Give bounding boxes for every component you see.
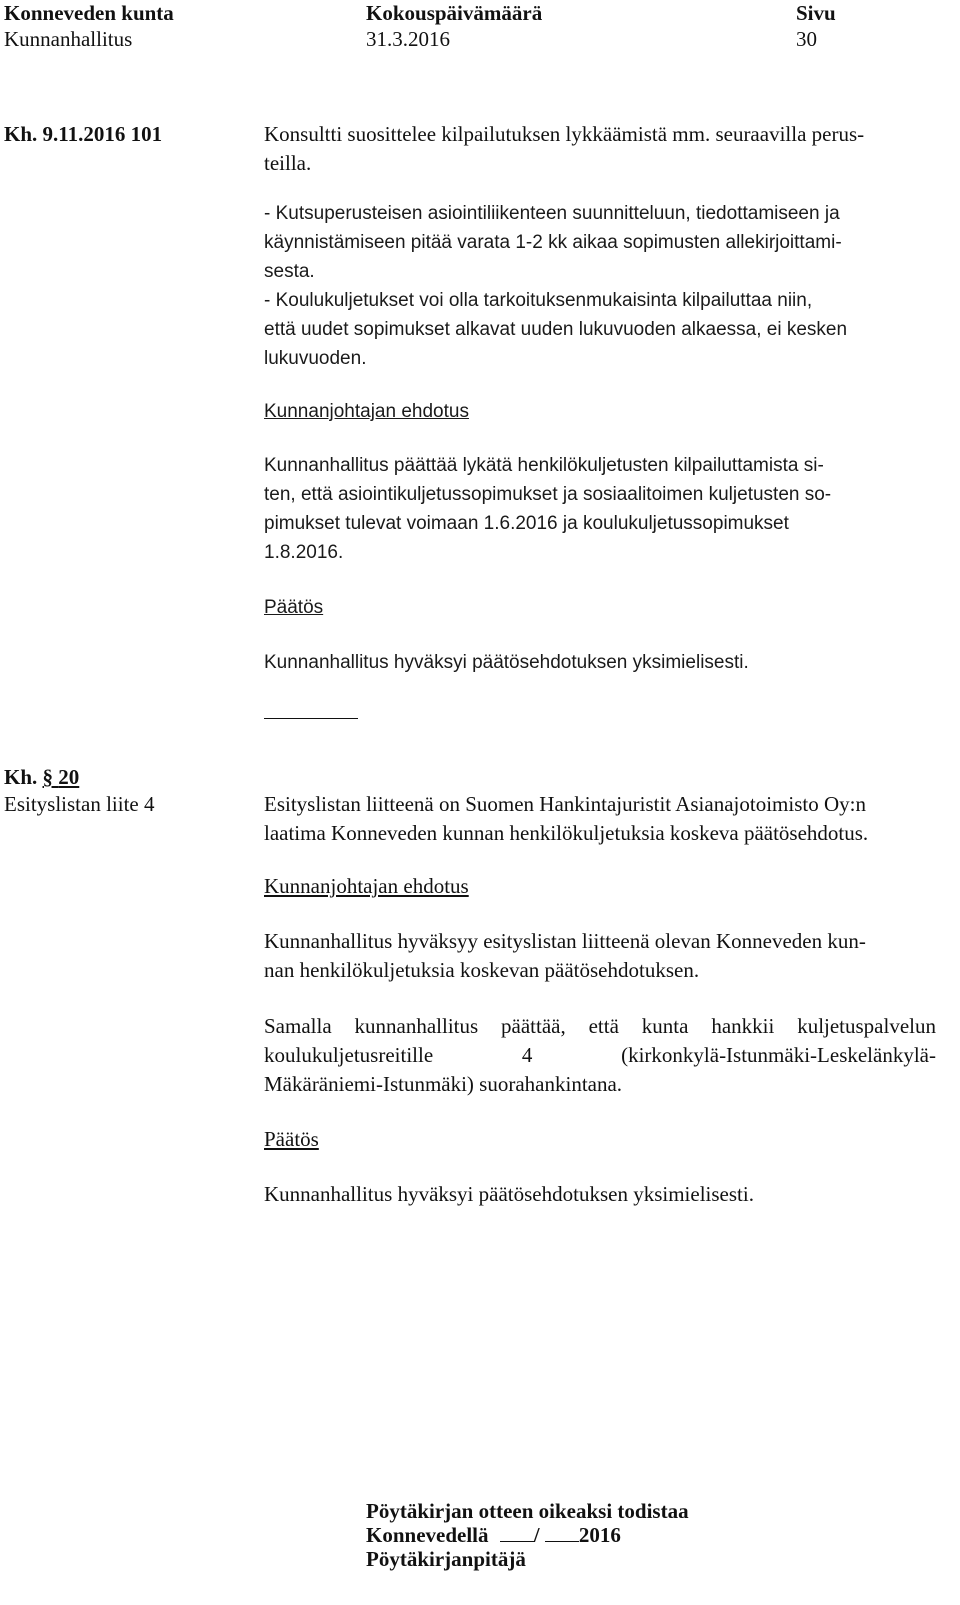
- month-blank: [545, 1523, 579, 1542]
- section1-list: [264, 199, 944, 373]
- footer-slash: /: [533, 1523, 540, 1547]
- section2-proposal-text: [264, 927, 944, 985]
- page-label: Sivu: [796, 1, 836, 25]
- section1-decision-heading: Päätös: [264, 597, 324, 618]
- section-divider: [264, 718, 358, 719]
- list-line: lukuvuoden.: [264, 348, 367, 369]
- proposal-line: pimukset tulevat voimaan 1.6.2016 ja koulukuljetussopimukset: [264, 513, 789, 534]
- section2-decision-text: Kunnanhallitus hyväksyi päätösehdotuksen yksimielisesti.: [264, 1182, 754, 1206]
- list-line: että uudet sopimukset alkavat uuden lukuvuoden alkaessa, ei kesken: [264, 319, 848, 340]
- section2-number: 20: [58, 765, 80, 789]
- list-line: käynnistämiseen pitää varata 1-2 kk aikaa sopimusten allekirjoittami-: [264, 232, 842, 253]
- section2-reference: [4, 763, 79, 791]
- day-blank: [500, 1523, 534, 1542]
- section1-reference: Kh. 9.11.2016 101: [4, 122, 163, 146]
- footer-signer: Pöytäkirjanpitäjä: [366, 1547, 526, 1571]
- proposal-line: nan henkilökuljetuksia koskevan päätösehdotuksen.: [264, 958, 700, 982]
- section1-proposal-text: [264, 451, 944, 567]
- intro-line: laatima Konneveden kunnan henkilökuljetuksia koskeva päätösehdotus.: [264, 821, 869, 845]
- list-line: - Kutsuperusteisen asiointiliikenteen suunnitteluun, tiedottamiseen ja: [264, 203, 840, 224]
- section2-proposal-heading: Kunnanjohtajan ehdotus: [264, 874, 469, 898]
- section2-ref-prefix: Kh.: [4, 765, 38, 789]
- proposal-line: Kunnanhallitus hyväksyy esityslistan liitteenä olevan Konneveden kun-: [264, 929, 866, 953]
- footer-place: Konnevedellä: [366, 1523, 489, 1547]
- list-line: sesta.: [264, 261, 315, 282]
- proposal-line: 1.8.2016.: [264, 542, 344, 563]
- date-label: Kokouspäivämäärä: [366, 1, 543, 25]
- proposal-line: ten, että asiointikuljetussopimukset ja sosiaalitoimen kuljetusten so-: [264, 484, 832, 505]
- municipality-name: Konneveden kunta: [4, 1, 174, 25]
- section2-decision-heading: Päätös: [264, 1127, 319, 1151]
- proposal2-line: Mäkäräniemi-Istunmäki) suorahankintana.: [264, 1072, 623, 1096]
- intro-line: Esityslistan liitteenä on Suomen Hankintajuristit Asianajotoimisto Oy:n: [264, 792, 866, 816]
- section2-ref-number: § 20: [42, 765, 80, 789]
- proposal2-line: Samalla kunnanhallitus päättää, että kunta hankkii kuljetuspalvelun: [264, 1014, 936, 1038]
- footer-certify: Pöytäkirjan otteen oikeaksi todistaa: [366, 1499, 689, 1523]
- section1-body: [264, 120, 944, 178]
- proposal-line: Kunnanhallitus päättää lykätä henkilökuljetusten kilpailuttamista si-: [264, 455, 824, 476]
- section2-intro: [264, 790, 954, 848]
- list-line: - Koulukuljetukset voi olla tarkoituksenmukaisinta kilpailuttaa niin,: [264, 290, 813, 311]
- body-line: teilla.: [264, 151, 312, 175]
- body-name: Kunnanhallitus: [4, 27, 133, 51]
- section2-proposal2-text: [264, 1012, 936, 1099]
- section1-decision-text: Kunnanhallitus hyväksyi päätösehdotuksen yksimielisesti.: [264, 652, 749, 673]
- page-number: 30: [796, 27, 817, 51]
- footer-year: 2016: [578, 1523, 621, 1547]
- section1-proposal-heading: Kunnanjohtajan ehdotus: [264, 401, 469, 422]
- attachment-label: Esityslistan liite 4: [4, 792, 155, 816]
- meeting-date: 31.3.2016: [366, 27, 450, 51]
- proposal2-line: koulukuljetusreitille 4 (kirkonkylä-Istunmäki-Leskelänkylä-: [264, 1043, 936, 1067]
- body-line: Konsultti suosittelee kilpailutuksen lykkäämistä mm. seuraavilla perus-: [264, 122, 865, 146]
